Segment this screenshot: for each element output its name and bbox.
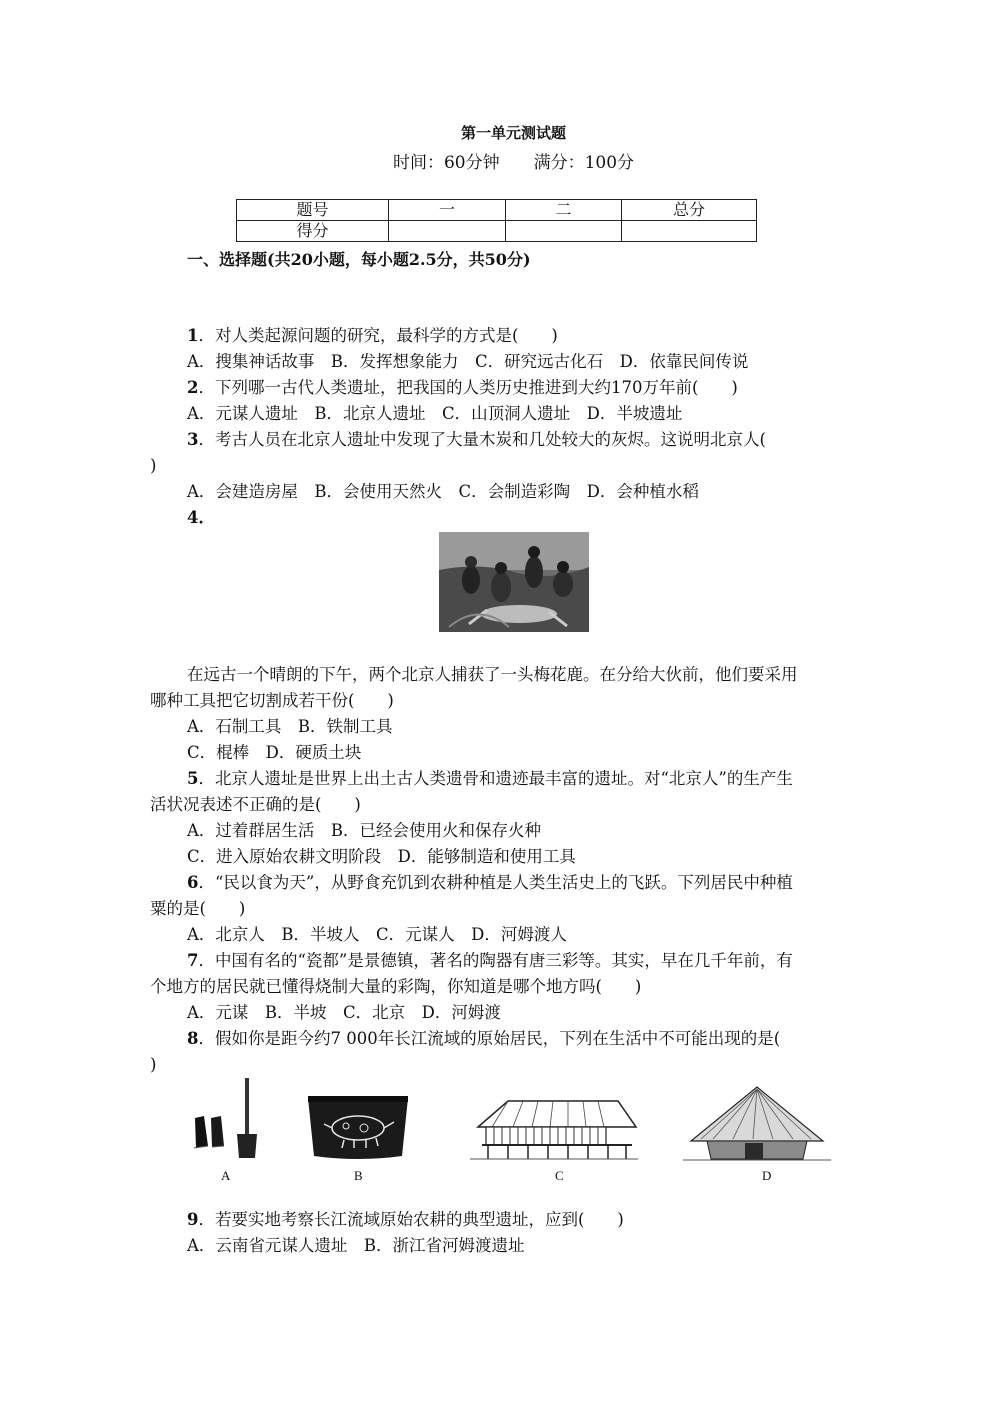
exam-time-score-line: 时间：60分钟 满分：100分 xyxy=(392,153,635,173)
question-4-stem-cont: 哪种工具把它切割成若干份( ) xyxy=(150,691,394,710)
question-3-stem: 3．考古人员在北京人遗址中发现了大量木炭和几处较大的灰烬。这说明北京人( xyxy=(187,430,766,449)
table-cell xyxy=(389,221,506,242)
table-cell: 二 xyxy=(506,200,622,221)
option-c-caption: C xyxy=(555,1168,564,1183)
question-6-stem-cont: 粟的是( ) xyxy=(150,899,246,918)
question-8-stem: 8．假如你是距今约7 000年长江流域的原始居民，下列在生活中不可能出现的是( xyxy=(187,1029,781,1048)
page-title: 第一单元测试题 xyxy=(460,124,566,142)
question-5-options-1: A．过着群居生活 B．已经会使用火和保存火种 xyxy=(187,821,542,840)
table-cell: 得分 xyxy=(237,221,389,242)
question-2-stem: 2．下列哪一古代人类遗址，把我国的人类历史推进到大约170万年前( ) xyxy=(187,378,738,397)
peking-man-hunting-illustration xyxy=(439,532,589,632)
option-d-caption: D xyxy=(762,1168,772,1183)
question-4-number: 4． xyxy=(187,508,215,527)
question-2-options: A．元谋人遗址 B．北京人遗址 C．山顶洞人遗址 D．半坡遗址 xyxy=(187,404,683,423)
section-heading: 一、选择题(共20小题，每小题2.5分，共50分) xyxy=(187,250,531,269)
question-7-stem-cont: 个地方的居民就已懂得烧制大量的彩陶，你知道是哪个地方吗( ) xyxy=(150,977,642,996)
table-row xyxy=(237,221,757,242)
question-4-options-2: C．棍棒 D．硬质土块 xyxy=(187,743,362,762)
table-cell xyxy=(622,221,757,242)
question-5-stem: 5．北京人遗址是世界上出土古人类遗骨和遗迹最丰富的遗址。对“北京人”的生产生 xyxy=(187,769,793,788)
bone-spade-tools-illustration xyxy=(190,1076,265,1164)
question-3-options: A．会建造房屋 B．会使用天然火 C．会制造彩陶 D．会种植水稻 xyxy=(187,482,699,501)
question-6-options: A．北京人 B．半坡人 C．元谋人 D．河姆渡人 xyxy=(187,925,567,944)
table-cell: 题号 xyxy=(237,200,389,221)
question-7-options: A．元谋 B．半坡 C．北京 D．河姆渡 xyxy=(187,1003,501,1022)
score-table xyxy=(236,199,757,242)
question-5-stem-cont: 活状况表述不正确的是( ) xyxy=(150,795,361,814)
stilt-house-illustration xyxy=(468,1097,640,1161)
question-4-options-1: A．石制工具 B．铁制工具 xyxy=(187,717,393,736)
question-7-stem: 7．中国有名的“瓷都”是景德镇，著名的陶器有唐三彩等。其实，早在几千年前，有 xyxy=(187,951,793,970)
question-1-options: A．搜集神话故事 B．发挥想象能力 C．研究远古化石 D．依靠民间传说 xyxy=(187,352,749,371)
question-9-options: A．云南省元谋人遗址 B．浙江省河姆渡遗址 xyxy=(187,1236,525,1255)
question-9-stem: 9．若要实地考察长江流域原始农耕的典型遗址，应到( ) xyxy=(187,1210,624,1229)
option-b-caption: B xyxy=(354,1168,363,1183)
question-3-stem-cont: ) xyxy=(150,456,157,475)
table-row xyxy=(237,200,757,221)
thatched-round-hut-illustration xyxy=(683,1085,831,1163)
question-6-stem: 6．“民以食为天”，从野食充饥到农耕种植是人类生活史上的飞跃。下列居民中种植 xyxy=(187,873,793,892)
question-4-stem: 在远古一个晴朗的下午，两个北京人捕获了一头梅花鹿。在分给大伙前，他们要采用 xyxy=(187,665,798,684)
table-cell: 总分 xyxy=(622,200,757,221)
boar-pattern-pottery-bowl-illustration xyxy=(306,1094,410,1162)
table-cell: 一 xyxy=(389,200,506,221)
table-cell xyxy=(506,221,622,242)
question-5-options-2: C．进入原始农耕文明阶段 D．能够制造和使用工具 xyxy=(187,847,576,866)
option-a-caption: A xyxy=(221,1168,231,1183)
question-1-stem: 1．对人类起源问题的研究，最科学的方式是( ) xyxy=(187,326,558,345)
question-8-stem-cont: ) xyxy=(150,1055,157,1074)
